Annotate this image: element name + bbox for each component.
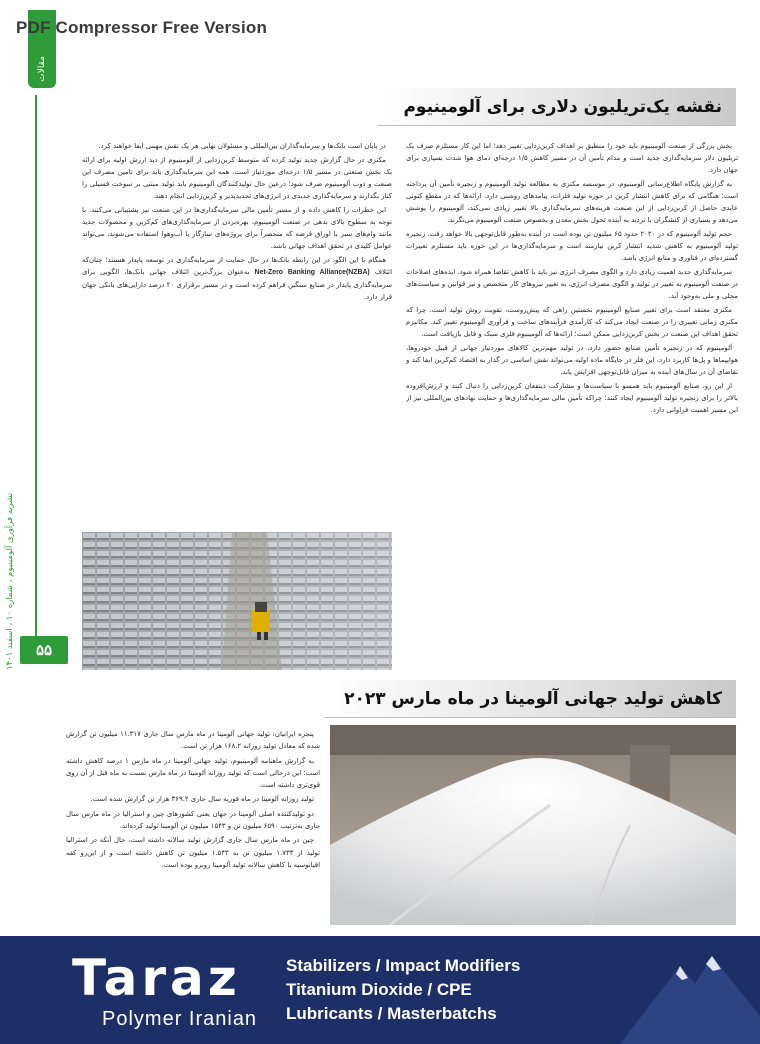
mountain-icon	[620, 936, 760, 1044]
paragraph: حجم تولید آلومینیوم که در ۲۰۲۰ حدود ۶۵ میلیون تن بوده است در آینده به‌طور قابل‌توجهی بالا خواهد رفت. زنجیره تولید آلومینیوم به کاهش شدید انتشار کربن نیازمند است و سرمایه‌گذاری‌ها در این حوزه باید مستلزم تغییرات گسترده‌ای در فناوری و منابع انرژی باشد.	[406, 230, 738, 262]
paragraph: به گزارش ماهنامه آلومینیوم، تولید جهانی آلومینا در ماه مارس ۱ درصد کاهش داشته است؛ این درحالی است که تولید روزانه آلومینا در ماه مارس نسبت به ماه قبل از آن روی قوی‌تری داشته است.	[66, 756, 320, 790]
section-tab-label: مقالات	[37, 56, 47, 82]
paragraph: این خطرات را کاهش داده و از مسیر تأمین مالی سرمایه‌گذاری‌ها در این صنعت نیز پشتیبانی می‌کنند. با توجه به سطوح بالای بدهی در صنعت آلومینیوم، بهره‌بردن از سرمایه‌گذاری‌های کم‌کربن و محصولات جدید مانند وام‌های سبز یا اوراق قرضه که منحصراً برای پروژه‌های سازگار با آب‌وهوا استفاده می‌شوند، می‌تواند عوامل کلیدی در تحقق اهداف جهانی باشد.	[82, 206, 392, 250]
paragraph: تولید روزانه آلومینا در ماه فوریه سال جاری ۳۶۹.۲ هزار تن گزارش شده است.	[90, 795, 314, 804]
paragraph-text: همگام با این الگو، در این رابطه بانک‌ها در حال حمایت از سرمایه‌گذاری در توسعه پایدار هستند؛ چنان‌که ائتلاف	[82, 256, 392, 276]
journal-spine-text: نشریه فرآوری آلومینیوم ، شماره ۱۰ ، اسفند ۱۴۰۱	[5, 492, 15, 670]
paragraph: بخش بزرگی از صنعت آلومینیوم باید خود را منطبق بر اهداف کربن‌زدایی تغییر دهد؛ اما این کار مستلزم صرف یک تریلیون دلار سرمایه‌گذاری جدید است و مدام تأمین آن در مسیر کاهش ۱/۵ درجه‌ای دمای هوا شدت بسیاری برای جهان دارد.	[406, 142, 738, 174]
taraz-logo-subtitle: Polymer Iranian	[102, 1008, 258, 1030]
article1-title: نقشه یک‌تریلیون دلاری برای آلومینیوم	[403, 96, 722, 117]
page-number: ۵۵	[20, 636, 68, 664]
paragraph: چین در ماه مارس سال جاری گزارش تولید سالانه داشته است، حال آنکه در استرالیا تولید از ۱.۷۳۳ میلیون تن به ۱.۵۴۳ میلیون تن کاهش داشته است و از این‌رو کفه اقیانوسیه با کاهش سالانه تولید آلومینا روبرو بوده است.	[66, 836, 320, 869]
watermark-text: PDF Compressor Free Version	[16, 18, 268, 37]
product-list	[286, 954, 520, 1026]
product-line: Stabilizers / Impact Modifiers	[286, 956, 521, 975]
paragraph: سرمایه‌گذاری جدید اهمیت زیادی دارد و الگوی مصرف انرژی نیز باید با کاهش تقاضا همراه شود. ایده‌های اصلاحات در صنعت آلومینیوم به تغییر در تولید و الگوی مصرف انرژی، به تغییر نیروهای کار متخصص و نیز قوانین و سیاست‌های محلی و ملی به‌وجود آید.	[406, 268, 738, 300]
paragraph: دو تولیدکننده اصلی آلومینا در جهان یعنی کشورهای چین و استرالیا در ماه مارس سال جاری به‌ترتیب ۶۵۹۰ میلیون تن و ۱۵۴۳ میلیون تن آلومینا تولید کرده‌اند.	[66, 809, 320, 831]
paragraph: از این رو، صنایع آلومینیوم باید همسو با سیاست‌ها و مشارکت ذینفعان کربن‌زدایی را دنبال کنند و ارزش‌افزوده بالاتر را برای زنجیره تولید آلومینیوم ایجاد کنند؛ چراکه تأمین مالی سرمایه‌گذاری‌ها و حمایت نهادهای بین‌المللی نیز از این مسیر اهمیت فراوانی دارد.	[406, 382, 738, 414]
article2-body	[66, 728, 320, 924]
journal-spine	[1, 420, 19, 670]
article2-title: کاهش تولید جهانی آلومینا در ماه مارس ۲۰۲۳	[344, 688, 722, 709]
article1-right-column	[406, 140, 738, 670]
taraz-logo: Taraz	[72, 949, 241, 1007]
paragraph: پنجره ایرانیان: تولید جهانی آلومینا در ماه مارس سال جاری ۱۱.۳۱۷ میلیون تن گزارش شده که معادل تولید روزانه ۱۶۸.۲ هزار تن است.	[66, 730, 320, 751]
article1-left-text	[82, 140, 392, 526]
alumina-illustration	[330, 725, 736, 925]
product-line: Titanium Dioxide / CPE	[286, 980, 472, 999]
paragraph: به گزارش پایگاه اطلاع‌رسانی آلومینیوم، در موسسه مکنزی به مطالعه تولید آلومینیوم و زنجیره تأمین آن پرداخته است؛ هنگامی که برای کاهش انتشار کربن در حوزه تولید فلزات، پیامدهای روشنی دارد. ارائه‌ها که در مقطع کنونی عایدی حاصل از کربن‌زدایی از این صنعت هزینه‌های سرمایه‌گذاری بالا تغییر زیادی نمی‌کند، آلومینیوم را پوشش می‌دهد و بسیاری از کنشگران با تردید به آینده تحول بخش معدن و بخصوص صنعت آلومینیوم می‌نگرند.	[406, 180, 738, 224]
paragraph: مکنزی معتقد است برای تغییر صنایع آلومینیوم نخستین راهی که پیش‌روست، تقویت روش تولید است. چرا که مکنزی زمانی تغییری را در صنعت ایجاد می‌کند که کارآمدی فرآیندهای ساخت و فرآوری آلومینیوم تغییر کند. مکانیزم تحقق اهداف این صنعت در بخش کربن‌زدایی ممکن است؛ ارائه‌ها که آلومینیوم فلزی سبک و قابل بازیافت است.	[406, 306, 738, 338]
alumina-pile-photo	[330, 725, 736, 925]
product-line: Lubricants / Masterbatchs	[286, 1004, 497, 1023]
ingots-illustration	[82, 532, 392, 670]
article1-left-column	[82, 140, 392, 670]
paragraph-text: به‌عنوان بزرگ‌ترین ائتلاف جهانی بانک‌ها، الگویی برای سرمایه‌گذاری پایدار در صنایع سنگین فراهم کرده است و در مسیر برقراری ۲۰ درصد دارایی‌های بانکی جهان قرار دارد.	[82, 268, 392, 301]
paragraph: آلومینیوم که در زنجیره تأمین صنایع حضور دارد، در تولید مهم‌ترین کالاهای موردنیاز جهانی از قبیل خودروها، هواپیماها و پل‌ها کاربرد دارد. این فلز در جایگاه ماده اولیه می‌تواند نقش اساسی در گذار به اقتصاد کم‌کربن ایفا کند و تقاضای آن در سال‌های آینده به میزان قابل‌توجهی افزایش یابد.	[406, 344, 738, 376]
taraz-advertisement	[0, 936, 760, 1044]
aluminium-ingots-photo	[82, 532, 392, 670]
paragraph	[82, 254, 392, 303]
margin-rule	[35, 95, 37, 655]
article2-title-bar	[324, 680, 736, 718]
nzba-name: Net-Zero Banking Alliance(NZBA)	[254, 269, 370, 276]
article1-title-bar	[378, 88, 736, 126]
article1-body	[82, 140, 738, 670]
paragraph: مکنزی در حال گزارش جدید تولید کرده که متوسط کربن‌زدایی از آلومینیوم از دید ارزش اولیه برای ارائه یک بخش صنعتی در مسیر ۱/۵ درجه‌ای موردنیاز است. همه این سرمایه‌گذاری باید برای تامین مصرف این صنعت و ذوب آلومینیوم صرف شود؛ درعین حال تولیدکنندگان آلومینیوم باید تولید مبتنی بر سوخت فسیلی را کنار بگذارند و سرمایه‌گذاری جدیدی در انرژی‌های تجدیدپذیر و کربن‌زدایی انجام دهند.	[82, 156, 392, 200]
paragraph: در پایان است بانک‌ها و سرمایه‌گذاران بین‌المللی و مسئولان نهایی هر یک نقش مهمی ایفا خواهند کرد.	[98, 142, 386, 150]
